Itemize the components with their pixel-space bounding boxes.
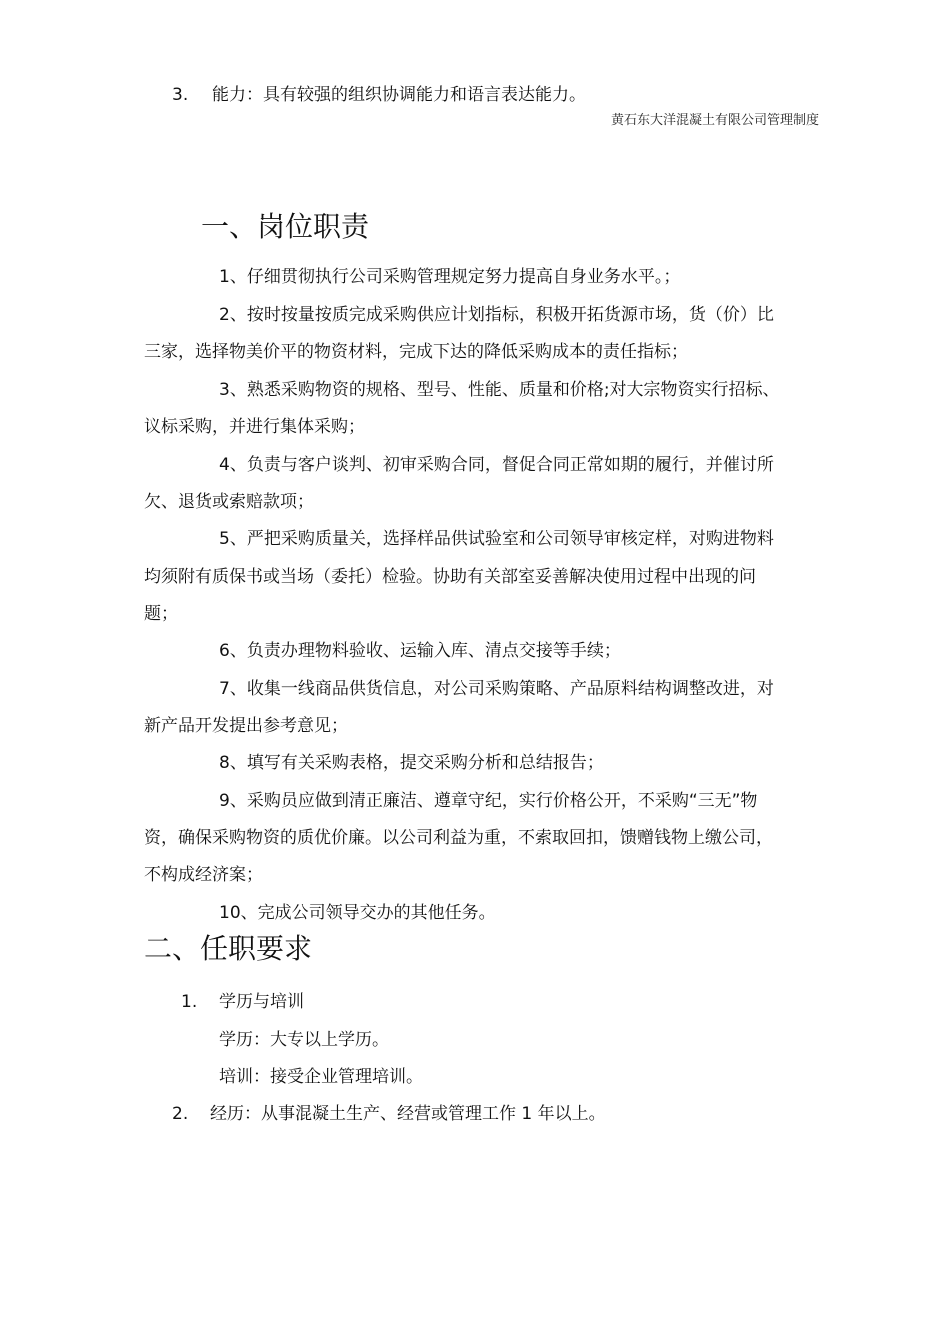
duty-line: 议标采购，并进行集体采购； — [144, 417, 365, 437]
duty-line: 三家，选择物美价平的物资材料，完成下达的降低采购成本的责任指标； — [144, 342, 688, 362]
duty-line: 7、收集一线商品供货信息，对公司采购策略、产品原料结构调整改进，对 — [219, 679, 774, 699]
duty-line: 10、完成公司领导交办的其他任务。 — [219, 903, 496, 923]
section-title-requirements: 二、任职要求 — [144, 932, 313, 965]
duty-line: 新产品开发提出参考意见； — [144, 716, 348, 736]
duty-line: 题； — [144, 604, 178, 624]
duty-line: 不构成经济案； — [144, 865, 263, 885]
list-number: 3. — [172, 85, 189, 105]
list-number: 2. — [172, 1104, 189, 1124]
duty-line: 均须附有质保书或当场（委托）检验。协助有关部室妥善解决使用过程中出现的问 — [144, 567, 756, 587]
company-header-note: 黄石东大洋混凝土有限公司管理制度 — [610, 113, 819, 128]
section-title-duties: 一、岗位职责 — [201, 210, 370, 243]
duty-line: 8、填写有关采购表格，提交采购分析和总结报告； — [219, 753, 604, 773]
training-requirement: 培训：接受企业管理培训。 — [219, 1067, 423, 1087]
duty-line: 资，确保采购物资的质优价廉。以公司利益为重，不索取回扣，馈赠钱物上缴公司， — [144, 828, 773, 848]
duty-line: 5、严把采购质量关，选择样品供试验室和公司领导审核定样，对购进物料 — [219, 529, 774, 549]
ability-requirement-text: 能力：具有较强的组织协调能力和语言表达能力。 — [212, 85, 586, 105]
duty-line: 4、负责与客户谈判、初审采购合同，督促合同正常如期的履行，并催讨所 — [219, 455, 774, 475]
list-number: 1. — [181, 992, 198, 1012]
duty-line: 2、按时按量按质完成采购供应计划指标，积极开拓货源市场，货（价）比 — [219, 305, 774, 325]
education-requirement: 学历：大专以上学历。 — [219, 1030, 389, 1050]
education-training-title: 学历与培训 — [219, 992, 304, 1012]
experience-requirement: 经历：从事混凝土生产、经营或管理工作 1 年以上。 — [210, 1104, 606, 1124]
duty-line: 9、采购员应做到清正廉洁、遵章守纪，实行价格公开，不采购“三无”物 — [219, 791, 758, 811]
duty-line: 3、熟悉采购物资的规格、型号、性能、质量和价格;对大宗物资实行招标、 — [219, 380, 780, 400]
duty-line: 欠、退货或索赔款项； — [144, 492, 314, 512]
duty-line: 1、仔细贯彻执行公司采购管理规定努力提高自身业务水平。； — [219, 267, 681, 287]
duty-line: 6、负责办理物料验收、运输入库、清点交接等手续； — [219, 641, 621, 661]
